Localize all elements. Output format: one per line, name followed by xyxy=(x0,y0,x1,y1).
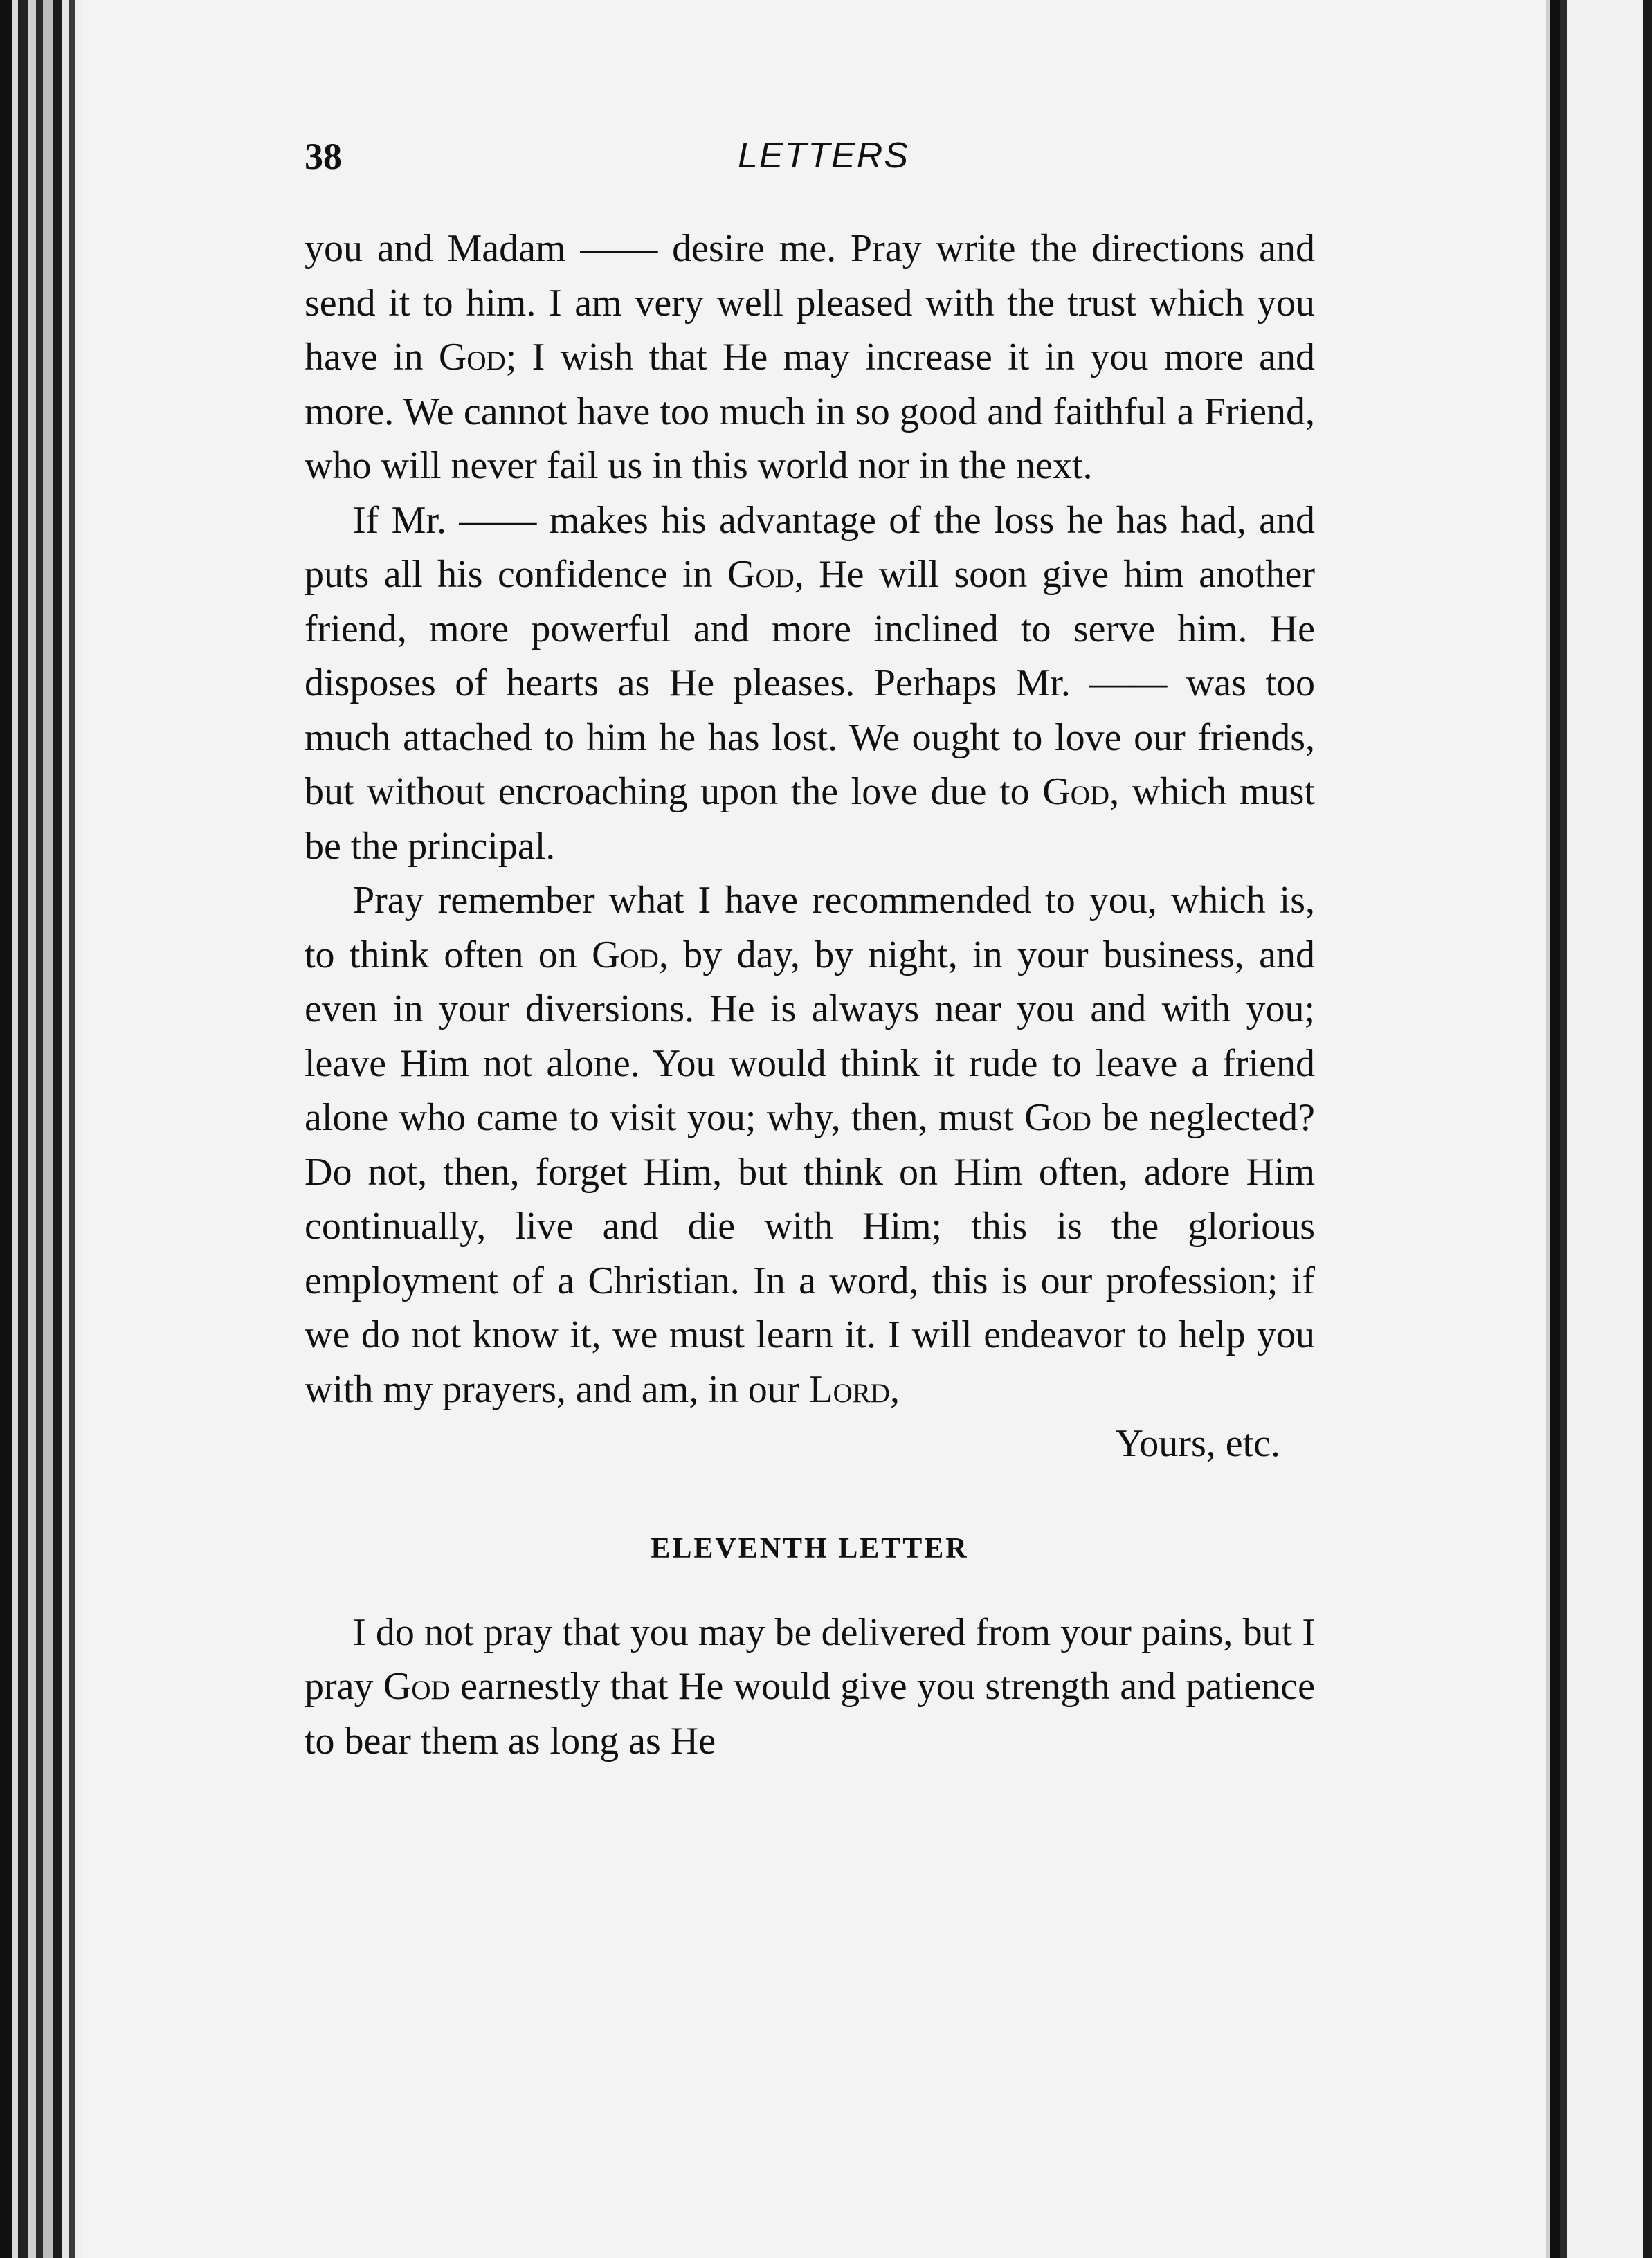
text-run: , by day, by night, in your business, and even in your diversions. He is always near you and with you; leave Him not alone. You would think it rude to leave a friend alone who came to visit you; why, then, must xyxy=(305,933,1315,1139)
text-run: If Mr. —— makes his advantage of the loss he has had, and puts all his confidence in xyxy=(305,498,1315,596)
page-text xyxy=(305,221,1315,1768)
small-caps-word: God xyxy=(438,336,506,379)
text-run: ; I wish that He may increase it in you more and more. We cannot have too much in so good and faithful a Friend, who will never fail us in this world nor in the next. xyxy=(305,336,1315,487)
small-caps-word: God xyxy=(1024,1096,1091,1139)
page-header xyxy=(305,135,1315,190)
letter-closing: Yours, etc. xyxy=(1115,1422,1280,1465)
small-caps-word: God xyxy=(592,933,659,976)
small-caps-word: God xyxy=(383,1665,451,1708)
paragraph-2 xyxy=(305,493,1315,874)
text-run: Pray remember what I have recommended to you, which is, to think often on xyxy=(305,879,1315,976)
paragraph-3 xyxy=(305,873,1315,1417)
text-run: , xyxy=(889,1367,900,1411)
text-run: I do not pray that you may be delivered from your pains, but I pray xyxy=(305,1610,1315,1708)
text-run: , which must be the principal. xyxy=(305,770,1316,868)
book-edge-right xyxy=(1546,0,1652,2258)
text-run: you and Madam —— desire me. Pray write the directions and send it to him. I am very well pleased with the trust which you have in xyxy=(305,227,1315,379)
paragraph-4 xyxy=(305,1605,1315,1769)
text-run: be neglected? Do not, then, forget Him, but think on Him often, adore Him continually, live and die with Him; this is the glorious employment of a Christian. In a word, this is our profession; if we do not know it, we must learn it. I will endeavor to help you with my prayers, and am, in our xyxy=(305,1096,1315,1411)
book-binding-left xyxy=(0,0,83,2258)
text-run: , He will soon give him another friend, more powerful and more inclined to serve him. He disposes of hearts as He pleases. Perhaps Mr. —— was too much attached to him he has lost. We ought to love our friends, but without encroaching upon the love due to xyxy=(305,553,1315,813)
letter-heading: ELEVENTH LETTER xyxy=(651,1532,969,1565)
page-number: 38 xyxy=(305,136,342,177)
small-caps-word: Lord xyxy=(809,1367,890,1411)
paragraph-1 xyxy=(305,221,1315,493)
small-caps-word: God xyxy=(727,553,795,596)
small-caps-word: God xyxy=(1042,770,1110,813)
text-run: earnestly that He would give you strength and patience to bear them as long as He xyxy=(305,1665,1315,1763)
running-title: LETTERS xyxy=(737,136,910,176)
